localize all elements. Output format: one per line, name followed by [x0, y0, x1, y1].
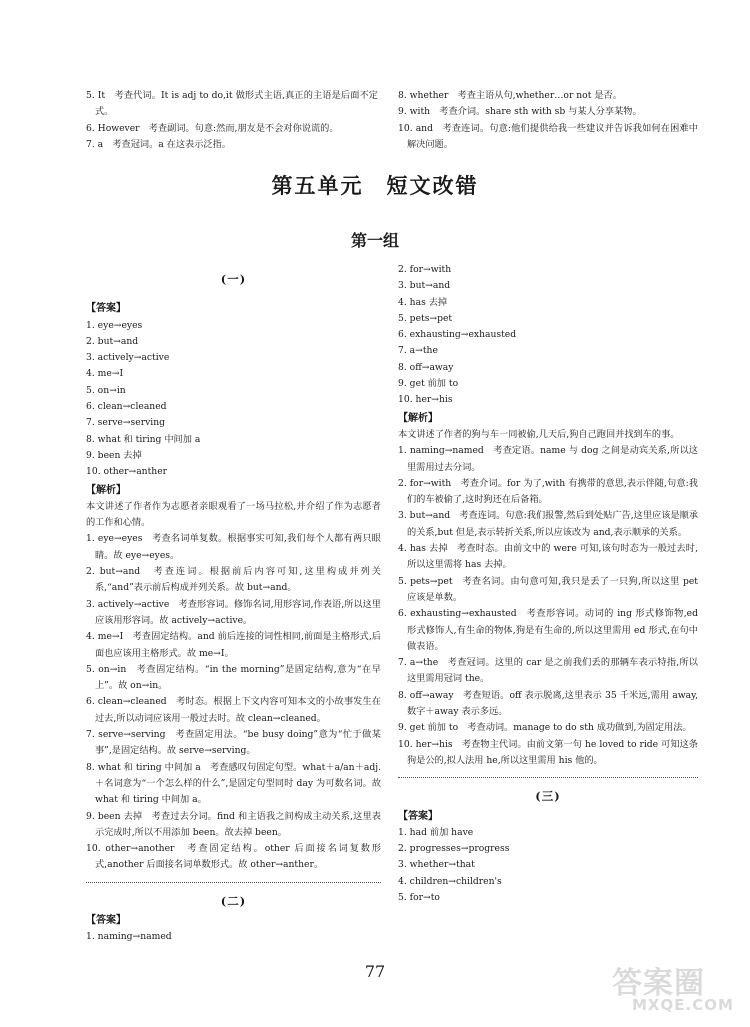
answer-item: 4. children→children's	[398, 875, 502, 887]
explanation-item: 9. been 去掉 考查过去分词。find 和主语我之间构成主动关系,这里表示完成时,所以不用添加 been。故去掉 been。	[86, 810, 381, 838]
explanation-item: 6. exhausting→exhausted 考查形容词。动词的 ing 形式修饰物,ed 形式修饰人,有生命的物体,狗是有生命的,所以这里需用 ed 形式,在句中做表语。	[398, 608, 698, 652]
answer-label: 【答案】	[86, 303, 126, 315]
answer-label: 【答案】	[86, 914, 126, 926]
answer-item: 5. pets→pet	[398, 312, 453, 324]
answer-item: 2. for→with	[398, 264, 452, 275]
answer-item: 1. eye→eyes	[86, 319, 143, 331]
right-column	[398, 262, 698, 906]
answer-item: 8. off→away	[398, 361, 454, 373]
answer-item: 1. had 前加 have	[398, 826, 474, 838]
explanation-item: 10. and 考查连词。句意:他们提供给我一些建议并告诉我如何在困难中解决问题。	[398, 122, 698, 150]
answer-item: 1. naming→named	[86, 931, 172, 943]
explanation-item: 8. whether 考查主语从句,whether…or not 是否。	[398, 90, 622, 101]
explanation-item: 3. actively→active 考查形容词。修饰名词,用形容词,作表语,所以这里应该用形容词。故 actively→active。	[86, 598, 381, 626]
answer-item: 10. her→his	[398, 394, 453, 406]
explanation-item: 10. her→his 考查物主代词。由前文第一句 he loved to ride 可知这条狗是公的,拟人法用 he,所以这里需用 his 他的。	[398, 738, 698, 766]
explanation-item: 1. naming→named 考查定语。name 与 dog 之间是动宾关系,所以这里需用过去分词。	[398, 445, 698, 473]
answer-item: 4. me→I	[86, 368, 124, 380]
answer-item: 6. exhausting→exhausted	[398, 329, 517, 341]
explanation-item: 5. It 考查代词。It is adj to do,it 做形式主语,真正的主语是后面不定式。	[86, 90, 378, 118]
analysis-intro: 本文讲述了作者的狗与车一同被偷,几天后,狗自己跑回并找到车的事。	[398, 428, 680, 440]
answer-item: 5. on→in	[86, 384, 126, 396]
section-3-title: (三)	[535, 789, 561, 804]
section-1-title: (一)	[220, 272, 247, 286]
explanation-item: 7. serve→serving 考查固定用法。“be busy doing”意为“忙于做某事”,是固定结构。故 serve→serving。	[86, 729, 381, 757]
analysis-label: 【解析】	[86, 484, 126, 496]
answer-item: 7. serve→serving	[86, 417, 166, 429]
section-divider	[86, 882, 381, 883]
answer-item: 4. has 去掉	[398, 296, 448, 308]
top-right-explanations	[398, 88, 698, 153]
answer-item: 5. for→to	[398, 891, 440, 903]
explanation-item: 6. However 考查副词。句意:然而,朋友是不会对你说谎的。	[86, 122, 339, 134]
answer-label: 【答案】	[398, 810, 438, 822]
page-number: 77	[364, 962, 386, 981]
answer-item: 10. other→anther	[86, 466, 168, 478]
explanation-item: 10. other→another 考查固定结构。other 后面接名词复数形式,another 后面接名词单数形式。故 other→anther。	[86, 843, 381, 871]
explanation-item: 9. with 考查介词。share sth with sb 与某人分享某物。	[398, 106, 642, 118]
explanation-item: 1. eye→eyes 考查名词单复数。根据事实可知,我们每个人都有两只眼睛。故 eye→eyes。	[86, 533, 381, 561]
answer-item: 2. progresses→progress	[398, 843, 510, 855]
explanation-item: 9. get 前加 to 考查动词。manage to do sth 成功做到,为固定用法。	[398, 722, 692, 734]
watermark-logo	[612, 958, 740, 1022]
answer-item: 3. but→and	[398, 280, 451, 292]
analysis-intro: 本文讲述了作者作为志愿者亲眼观看了一场马拉松,并介绍了作为志愿者的工作和心情。	[86, 500, 381, 529]
watermark-text: 答案圈	[612, 966, 705, 1001]
explanation-item: 7. a→the 考查冠词。这里的 car 是之前我们丢的那辆车表示特指,所以这里需用冠词 the。	[398, 657, 698, 685]
answer-item: 3. actively→active	[86, 352, 170, 364]
answer-item: 3. whether→that	[398, 859, 475, 871]
explanation-item: 3. but→and 考查连词。句意:我们报警,然后到处贴广告,这里应该是顺承的关系,but 但是,表示转折关系,所以应该改为 and,表示顺承的关系。	[398, 510, 698, 538]
explanation-item: 4. has 去掉 考查时态。由前文中的 were 可知,该句时态为一般过去时,所以这里需将 has 去掉。	[398, 543, 698, 571]
explanation-item: 7. a 考查冠词。a 在这表示泛指。	[86, 138, 231, 150]
top-left-explanations	[86, 88, 378, 153]
analysis-label: 【解析】	[398, 412, 438, 424]
section-divider	[398, 777, 698, 778]
explanation-item: 6. clean→cleaned 考时态。根据上下文内容可知本文的小故事发生在过去,所以动词应该用一般过去时。故 clean→cleaned。	[86, 696, 381, 724]
explanation-item: 5. on→in 考查固定结构。“in the morning”是固定结构,意为“在早上”。故 on→in。	[86, 663, 381, 692]
watermark-url: MXQE.COM	[632, 996, 734, 1014]
unit-title: 第五单元 短文改错	[271, 173, 479, 198]
answer-item: 6. clean→cleaned	[86, 401, 167, 413]
left-column	[86, 272, 381, 946]
answer-item: 9. get 前加 to	[398, 378, 459, 390]
explanation-item: 8. off→away 考查短语。off 表示脱离,这里表示 35 千米远,需用 away,数字＋away 表示多远。	[398, 689, 698, 718]
explanation-item: 4. me→I 考查固定结构。and 前后连接的词性相同,前面是主格形式,后面也应该用主格形式。故 me→I。	[86, 631, 381, 659]
explanation-item: 8. what 和 tiring 中间加 a 考查感叹句固定句型。what＋a/an＋adj.＋名词意为“一个怎么样的什么”,是固定句型同时 day 为可数名词。故 what 和 tiring 中间加 a。	[86, 761, 381, 806]
answer-item: 9. been 去掉	[86, 449, 142, 461]
group-title: 第一组	[350, 231, 399, 250]
explanation-item: 2. but→and 考查连词。根据前后内容可知,这里构成并列关系,“and”表示前后构成并列关系。故 but→and。	[86, 566, 381, 594]
answer-item: 2. but→and	[86, 335, 139, 347]
section-2-title: (二)	[220, 893, 247, 908]
answer-item: 7. a→the	[398, 345, 438, 357]
answer-item: 8. what 和 tiring 中间加 a	[86, 433, 201, 445]
explanation-item: 2. for→with 考查介词。for 为了,with 有携带的意思,表示伴随,句意:我们的车被偷了,这时狗还在后备箱。	[398, 477, 698, 506]
explanation-item: 5. pets→pet 考查名词。由句意可知,我只是丢了一只狗,所以这里 pet 应该是单数。	[398, 575, 698, 603]
